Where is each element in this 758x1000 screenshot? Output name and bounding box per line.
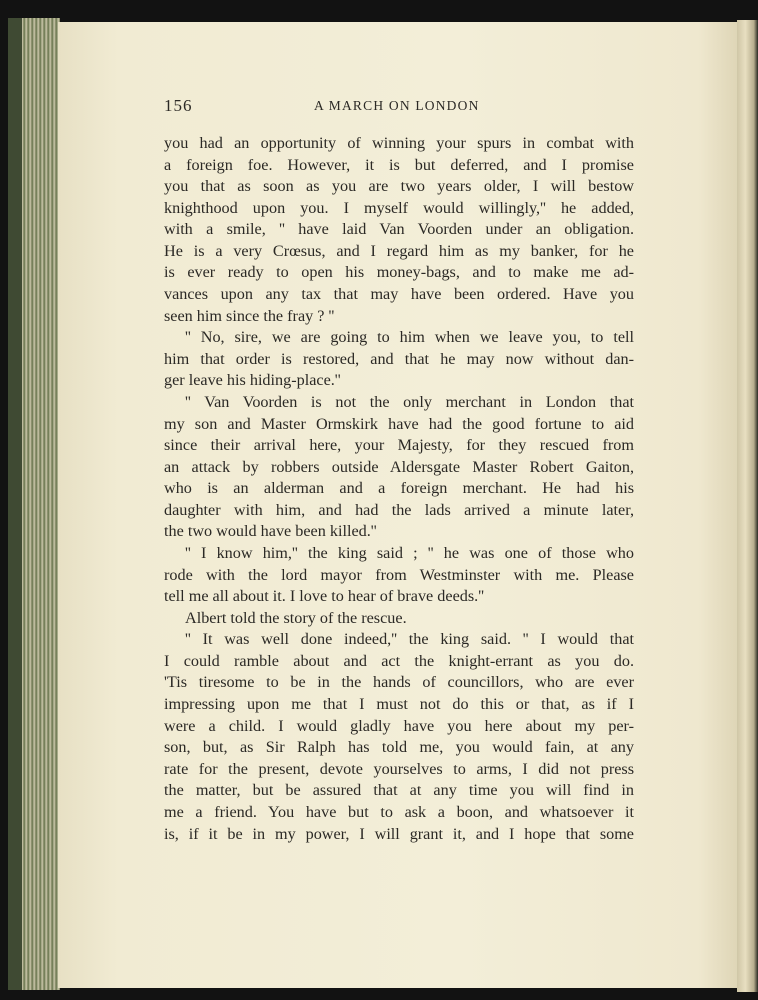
text-line: the matter, but be assured that at any time you will find in [164, 781, 634, 800]
text-line: who is an alderman and a foreign merchant. He had his [164, 479, 634, 498]
body-text [164, 133, 634, 845]
text-line: you had an opportunity of winning your spurs in combat with [164, 134, 634, 152]
text-line: since their arrival here, your Majesty, for they rescued from [164, 436, 634, 455]
text-line: '' No, sire, we are going to him when we leave you, to tell [185, 328, 634, 347]
text-line: you that as soon as you are two years older, I will bestow [164, 177, 634, 196]
facing-page-edge [737, 20, 758, 992]
running-head [164, 96, 634, 118]
text-line: '' It was well done indeed,'' the king said. '' I would that [185, 630, 634, 649]
text-line: 'Tis tiresome to be in the hands of councillors, who are ever [164, 673, 634, 692]
text-line: me a friend. You have but to ask a boon, and whatsoever it [164, 802, 634, 821]
text-line: is, if it be in my power, I will grant it, and I hope that some [164, 824, 634, 843]
text-line: rate for the present, devote yourselves to arms, I did not press [164, 759, 634, 778]
text-line: impressing upon me that I must not do this or that, as if I [164, 695, 634, 714]
text-line: I could ramble about and act the knight-errant as you do. [164, 651, 634, 670]
text-line: him that order is restored, and that he may now without dan- [164, 349, 634, 368]
text-line: the two would have been killed.'' [164, 522, 377, 541]
text-line: son, but, as Sir Ralph has told me, you would fain, at any [164, 738, 634, 757]
text-line: '' Van Voorden is not the only merchant in London that [185, 392, 634, 411]
running-title: A MARCH ON LONDON [314, 98, 480, 113]
text-line: vances upon any tax that may have been ordered. Have you [164, 285, 634, 304]
page-number: 156 [164, 96, 193, 115]
text-line: tell me all about it. I love to hear of brave deeds.'' [164, 587, 485, 606]
text-line: is ever ready to open his money-bags, and to make me ad- [164, 263, 634, 282]
text-line: ger leave his hiding-place.'' [164, 371, 341, 390]
text-line: were a child. I would gladly have you here about my per- [164, 716, 634, 735]
text-line: an attack by robbers outside Aldersgate Master Robert Gaiton, [164, 457, 634, 476]
text-line: daughter with him, and had the lads arrived a minute later, [164, 500, 634, 519]
text-line: seen him since the fray ? '' [164, 306, 335, 325]
text-line: a foreign foe. However, it is but deferred, and I promise [164, 155, 634, 174]
text-line: Albert told the story of the rescue. [185, 608, 407, 627]
text-line: rode with the lord mayor from Westminster with me. Please [164, 565, 634, 584]
text-line: He is a very Crœsus, and I regard him as my banker, for he [164, 241, 634, 260]
book-spine-edge [8, 18, 22, 990]
text-line: my son and Master Ormskirk have had the good fortune to aid [164, 414, 634, 433]
text-line: with a smile, '' have laid Van Voorden under an obligation. [164, 220, 634, 239]
text-line: '' I know him,'' the king said ; '' he was one of those who [185, 543, 634, 562]
text-line: knighthood upon you. I myself would willingly,'' he added, [164, 198, 634, 217]
